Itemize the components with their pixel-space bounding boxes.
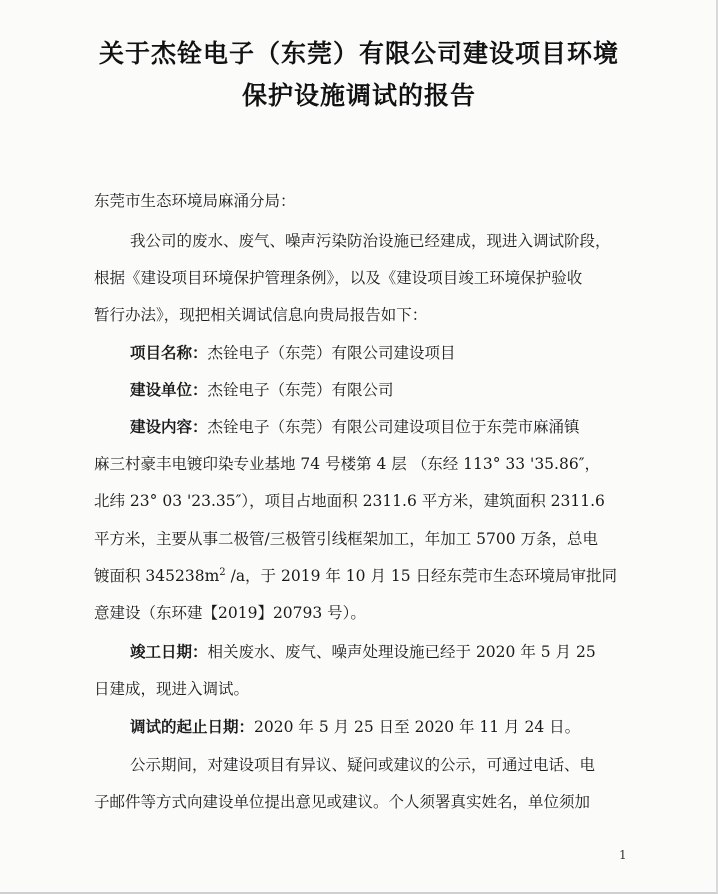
publicity-line-2: 子邮件等方式向建设单位提出意见或建议。个人须署真实姓名，单位须加: [94, 793, 591, 811]
builder-value: 杰铨电子（东莞）有限公司: [207, 381, 394, 399]
completion-label: 竣工日期：: [130, 643, 208, 661]
intro-line-2: 根据《建设项目环境保护管理条例》，以及《建设项目竣工环境保护验收: [94, 269, 583, 287]
builder-row: [130, 379, 394, 401]
debug-period-value: 2020 年 5 月 25 日至 2020 年 11 月 24 日。: [254, 718, 581, 736]
report-title-line-2: 保护设施调试的报告: [241, 81, 476, 110]
content-row: [130, 416, 580, 438]
content-line-6: 意建设（东环建【2019】20793 号）。: [94, 604, 366, 622]
debug-period-row: [130, 716, 580, 738]
content-line-1: 杰铨电子（东莞）有限公司建设项目位于东莞市麻涌镇: [207, 418, 580, 436]
report-title-line-1: 关于杰铨电子（东莞）有限公司建设项目环境: [98, 39, 619, 68]
debug-period-label: 调试的起止日期：: [130, 718, 255, 736]
completion-row: [130, 641, 596, 663]
publicity-line-1: 公示期间，对建设项目有异议、疑问或建议的公示，可通过电话、电: [130, 756, 596, 774]
builder-label: 建设单位：: [130, 381, 208, 399]
content-line-2: 麻三村豪丰电镀印染专业基地 74 号楼第 4 层 （东经 113° 33 '35.86″，: [94, 455, 600, 473]
project-name-value: 杰铨电子（东莞）有限公司建设项目: [207, 344, 456, 362]
content-line-4: 平方米，主要从事二极管/三极管引线框架加工，年加工 5700 万条，总电: [94, 530, 599, 548]
content-line-3: 北纬 23° 03 '23.35″），项目占地面积 2311.6 平方米，建筑面积 2311.6: [94, 492, 605, 510]
completion-line-2: 日建成，现进入调试。: [94, 680, 250, 698]
content-line-5: [94, 565, 617, 587]
content-label: 建设内容：: [130, 418, 208, 436]
content-line-5b: /a，于 2019 年 10 月 15 日经东莞市生态环境局审批同: [225, 567, 618, 585]
content-line-5a: 镀面积 345238m: [94, 567, 220, 585]
project-name-row: [130, 342, 456, 364]
page-number: 1: [619, 848, 627, 862]
project-name-label: 项目名称：: [130, 344, 208, 362]
completion-line-1: 相关废水、废气、噪声处理设施已经于 2020 年 5 月 25: [207, 643, 596, 661]
intro-line-3: 暂行办法》，现把相关调试信息向贵局报告如下：: [94, 306, 428, 324]
superscript-two: 2: [219, 566, 226, 578]
addressee: 东莞市生态环境局麻涌分局：: [94, 192, 296, 210]
intro-line-1: 我公司的废水、废气、噪声污染防治设施已经建成，现进入调试阶段，: [130, 232, 611, 250]
